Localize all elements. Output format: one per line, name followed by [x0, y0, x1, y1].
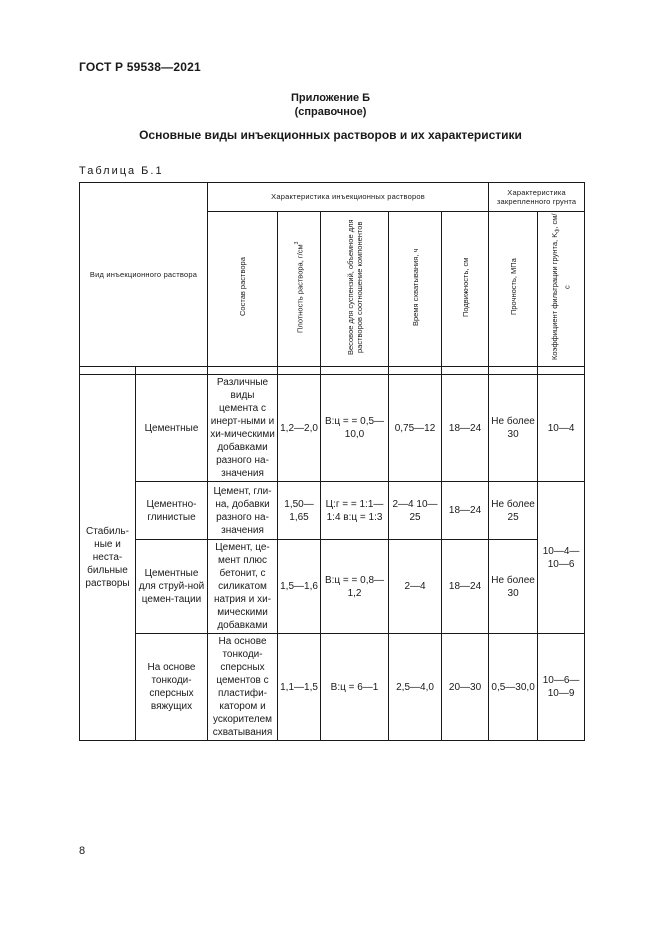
appendix-label: Приложение Б — [290, 92, 371, 104]
appendix-title — [0, 91, 661, 119]
group-label: Стабиль-ные и неста-бильные растворы — [80, 375, 136, 741]
cell-type: Цементные для струй-ной цемен-тации — [136, 540, 208, 634]
header-strength: Прочность, МПа — [489, 212, 538, 367]
cell-strength: Не более 30 — [489, 375, 538, 482]
cell-mobility: 18—24 — [442, 375, 489, 482]
table-row — [80, 634, 585, 741]
cell-strength: Не более 25 — [489, 482, 538, 540]
cell-density: 1,50—1,65 — [278, 482, 321, 540]
cell-type: На основе тонкоди-сперсных вяжущих — [136, 634, 208, 741]
spacer-cell — [278, 367, 321, 375]
header-solution-type: Вид инъекционного раствора — [80, 183, 208, 367]
cell-strength: 0,5—30,0 — [489, 634, 538, 741]
header-filtration: Коэффициент фильтрации грунта, $K_ф$, см/с — [538, 212, 585, 367]
spacer-cell — [489, 367, 538, 375]
spacer-cell — [442, 367, 489, 375]
cell-strength: Не более 30 — [489, 540, 538, 634]
header-ratio: Весовое для суспензий, объемное для растворов соотношение компонентов — [321, 212, 389, 367]
cell-type: Цементные — [136, 375, 208, 482]
cell-composition: На основе тонкоди-сперсных цементов с пластифи-катором и ускорителем схватывания — [208, 634, 278, 741]
spacer-cell — [321, 367, 389, 375]
cell-density: 1,5—1,6 — [278, 540, 321, 634]
cell-ratio: Ц:г = = 1:1—1:4 в:ц = 1:3 — [321, 482, 389, 540]
page-number: 8 — [79, 845, 86, 857]
header-group-solution: Характеристика инъекционных растворов — [208, 183, 489, 212]
cell-composition: Различные виды цемента с инерт-ными и хи-мическими добавками разного на-значения — [208, 375, 278, 482]
cell-setting-time: 2—4 — [389, 540, 442, 634]
spacer-cell — [208, 367, 278, 375]
cell-mobility: 18—24 — [442, 482, 489, 540]
spacer-cell — [80, 367, 136, 375]
table-row — [80, 375, 585, 482]
cell-setting-time: 2,5—4,0 — [389, 634, 442, 741]
injection-solutions-table — [79, 182, 585, 741]
cell-composition: Цемент, це-мент плюс бетонит, с силикатом натрия и хи-мическими добавками — [208, 540, 278, 634]
spacer-cell — [389, 367, 442, 375]
table-row — [80, 540, 585, 634]
cell-mobility: 18—24 — [442, 540, 489, 634]
cell-density: 1,2—2,0 — [278, 375, 321, 482]
cell-filtration: 10—4 — [538, 375, 585, 482]
header-mobility: Подвижность, см — [442, 212, 489, 367]
cell-ratio: В:ц = = 0,5—10,0 — [321, 375, 389, 482]
main-heading: Основные виды инъекционных растворов и их характеристики — [139, 128, 522, 142]
table-row — [80, 482, 585, 540]
spacer-cell — [538, 367, 585, 375]
cell-setting-time: 0,75—12 — [389, 375, 442, 482]
header-group-soil: Характеристика закрепленного грунта — [489, 183, 585, 212]
cell-ratio: В:ц = 6—1 — [321, 634, 389, 741]
cell-ratio: В:ц = = 0,8—1,2 — [321, 540, 389, 634]
cell-filtration: 10—6—10—9 — [538, 634, 585, 741]
cell-setting-time: 2—4 10—25 — [389, 482, 442, 540]
appendix-type: (справочное) — [294, 106, 367, 118]
cell-filtration-merged: 10—4—10—6 — [538, 482, 585, 634]
cell-type: Цементно-глинистые — [136, 482, 208, 540]
cell-composition: Цемент, гли-на, добавки разного на-значения — [208, 482, 278, 540]
header-composition: Состав раствора — [208, 212, 278, 367]
cell-mobility: 20—30 — [442, 634, 489, 741]
document-code: ГОСТ Р 59538—2021 — [79, 60, 201, 74]
header-density: Плотность раствора, $г/см^3$ — [278, 212, 321, 367]
table-caption: Таблица Б.1 — [79, 165, 164, 177]
header-setting-time: Время схватывания, ч — [389, 212, 442, 367]
cell-density: 1,1—1,5 — [278, 634, 321, 741]
spacer-cell — [136, 367, 208, 375]
